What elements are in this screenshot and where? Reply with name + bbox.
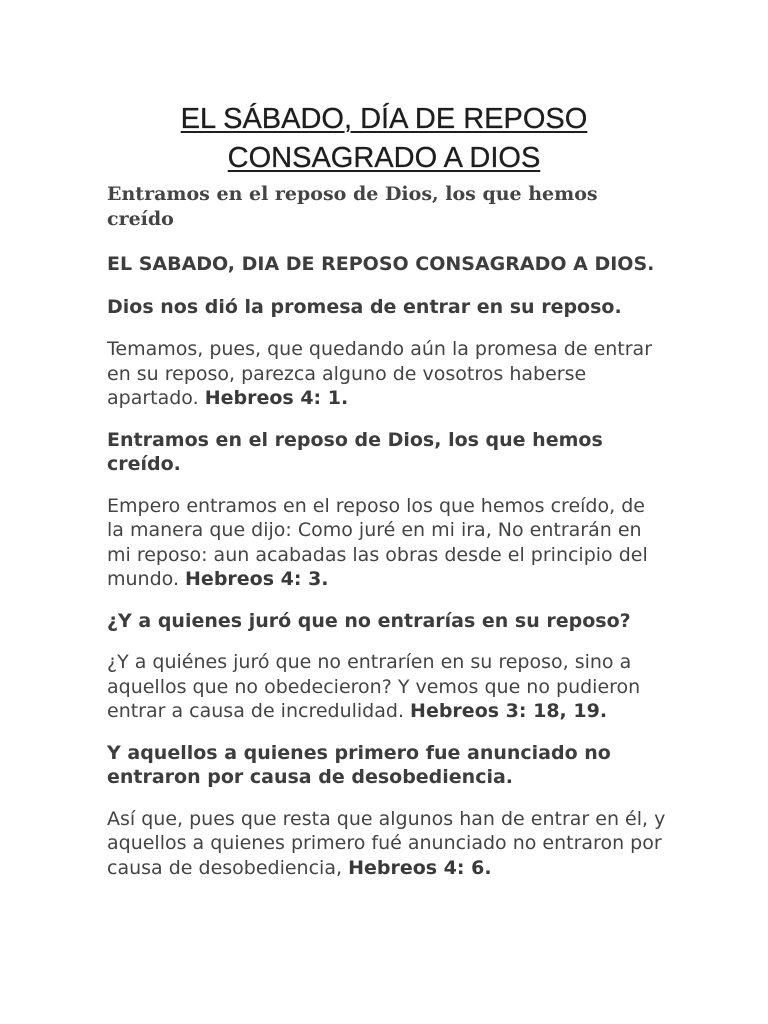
verse-paragraph [107, 494, 667, 592]
section-heading: Dios nos dió la promesa de entrar en su reposo. [107, 295, 622, 318]
document-subtitle: Entramos en el reposo de Dios, los que hemos creído [107, 183, 598, 230]
verse-paragraph [107, 807, 667, 881]
verse-reference: Hebreos 4: 1. [204, 387, 349, 409]
section-heading: EL SABADO, DIA DE REPOSO CONSAGRADO A DIOS. [107, 253, 655, 275]
verse-reference: Hebreos 3: 18, 19. [410, 700, 608, 722]
verse-text: ¿Y a quiénes juró que no entraríen en su reposo, sino a aquellos que no obedecieron? Y vemos que no pudieron entrar a causa de incredulidad. [107, 651, 641, 722]
section-heading: Y aquellos a quienes primero fue anunciado no entraron por causa de desobediencia. [107, 741, 611, 788]
section-heading: Entramos en el reposo de Dios, los que hemos creído. [107, 428, 603, 475]
verse-text: Así que, pues que resta que algunos han de entrar en él, y aquellos a quienes primero fué anunciado no entraron por causa de desobediencia, [107, 807, 666, 879]
verse-paragraph [107, 337, 667, 411]
document-page [107, 100, 667, 880]
title-line-1: EL SÁBADO, DÍA DE REPOSO [180, 103, 588, 135]
section-heading: ¿Y a quienes juró que no entrarías en su reposo? [107, 609, 631, 632]
title-line-2: CONSAGRADO A DIOS [227, 142, 541, 174]
verse-text: Empero entramos en el reposo los que hemos creído, de la manera que dijo: Como juré en mi ira, No entrarán en mi reposo: aun acabadas las obras desde el principio del mundo. [107, 494, 648, 590]
verse-text: Temamos, pues, que quedando aún la promesa de entrar en su reposo, parezca alguno de vosotros haberse apartado. [107, 338, 653, 409]
verse-paragraph [107, 650, 667, 724]
document-title [107, 100, 661, 178]
verse-reference: Hebreos 4: 6. [348, 856, 492, 879]
verse-reference: Hebreos 4: 3. [185, 568, 329, 590]
